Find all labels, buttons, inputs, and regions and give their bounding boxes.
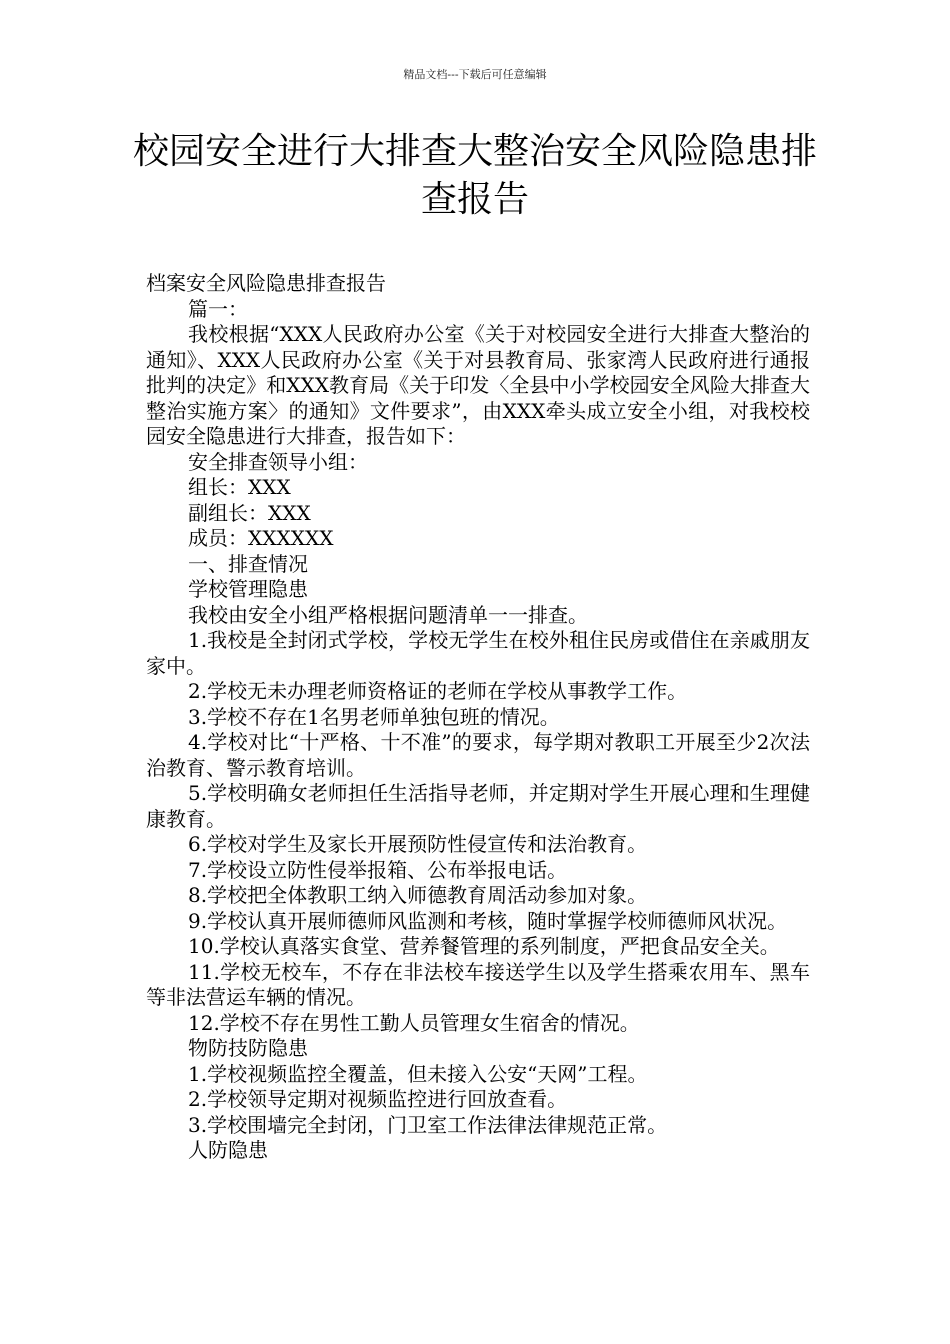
paragraph: 6.学校对学生及家长开展预防性侵宣传和法治教育。: [188, 832, 648, 856]
paragraph: 7.学校设立防性侵举报箱、公布举报电话。: [188, 857, 568, 882]
paragraph: 成员：XXXXXX: [188, 526, 334, 550]
paragraph: 档案安全风险隐患排查报告: [146, 271, 386, 295]
paragraph: 2.学校无未办理老师资格证的老师在学校从事教学工作。: [188, 679, 688, 703]
paragraph: 学校管理隐患: [188, 577, 308, 601]
paragraph: 9.学校认真开展师德师风监测和考核，随时掌握学校师德师风状况。: [188, 908, 788, 933]
paragraph: 1.我校是全封闭式学校，学校无学生在校外租住民房或借住在亲戚朋友家中。: [146, 628, 810, 678]
paragraph: 物防技防隐患: [188, 1036, 308, 1060]
paragraph: 3.学校围墙完全封闭，门卫室工作法律法律规范正常。: [188, 1112, 668, 1137]
header-note: 精品文档---下载后可任意编辑: [403, 68, 547, 81]
paragraph: 人防隐患: [188, 1138, 268, 1162]
paragraph: 1.学校视频监控全覆盖，但未接入公安“天网”工程。: [188, 1061, 648, 1086]
document-title: 校园安全进行大排查大整治安全风险隐患排查报告: [132, 131, 817, 220]
paragraph: 我校由安全小组严格根据问题清单一一排查。: [188, 602, 588, 627]
paragraph: 12.学校不存在男性工勤人员管理女生宿舍的情况。: [188, 1010, 640, 1035]
paragraph: 10.学校认真落实食堂、营养餐管理的系列制度，严把食品安全关。: [188, 934, 780, 958]
paragraph: 副组长：XXX: [188, 500, 311, 525]
paragraph: 我校根据“XXX人民政府办公室《关于对校园安全进行大排查大整治的通知》、XXX人民政府办公室《关于对县教育局、张家湾人民政府进行通报批判的决定》和XXX教育局《关于印发〈全县中小学校园安全风险大排查大整治实施方案〉的通知》文件要求”，由XXX牵头成立安全小组，对我校校园安全隐患进行大排查，报告如下：: [146, 322, 810, 448]
paragraph: 3.学校不存在1名男老师单独包班的情况。: [188, 704, 560, 729]
paragraph: 组长：XXX: [188, 475, 291, 499]
paragraph: 4.学校对比“十严格、十不准”的要求，每学期对教职工开展至少2次法治教育、警示教育培训。: [146, 730, 810, 780]
paragraph: 11.学校无校车，不存在非法校车接送学生以及学生搭乘农用车、黑车等非法营运车辆的情况。: [146, 959, 810, 1009]
paragraph: 一、排查情况: [188, 551, 308, 576]
paragraph: 8.学校把全体教职工纳入师德教育周活动参加对象。: [188, 883, 648, 907]
paragraph: 5.学校明确女老师担任生活指导老师，并定期对学生开展心理和生理健康教育。: [146, 781, 810, 831]
paragraph: 篇一：: [188, 296, 248, 321]
paragraph: 2.学校领导定期对视频监控进行回放查看。: [188, 1087, 568, 1111]
paragraph: 安全排查领导小组：: [188, 449, 368, 474]
document-body: [146, 271, 810, 1164]
